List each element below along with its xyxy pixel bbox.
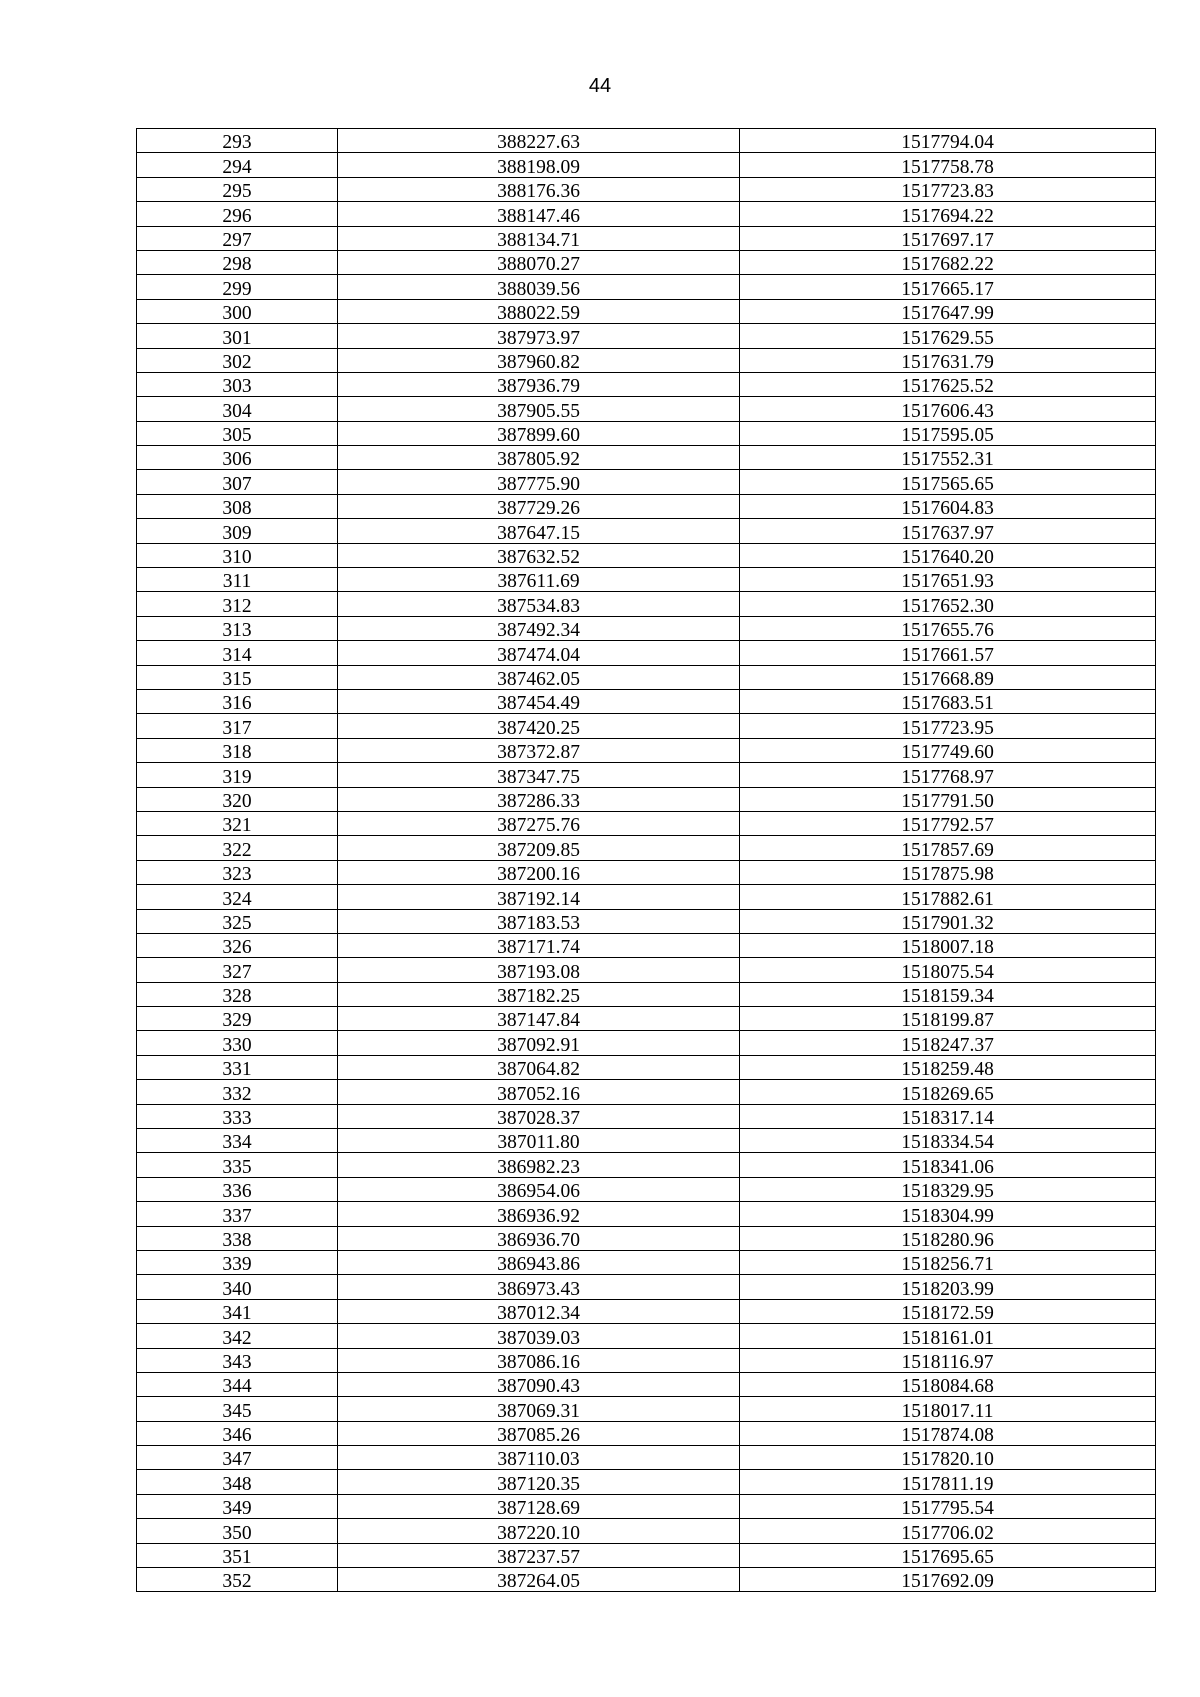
- y-coordinate-cell: 1518159.34: [740, 982, 1156, 1006]
- point-number-cell: 309: [137, 519, 338, 543]
- table-row: [137, 202, 1156, 226]
- table-row: [137, 958, 1156, 982]
- point-number-cell: 352: [137, 1568, 338, 1592]
- point-number-cell: 293: [137, 129, 338, 153]
- x-coordinate-cell: 387632.52: [338, 543, 740, 567]
- x-coordinate-cell: 387220.10: [338, 1519, 740, 1543]
- y-coordinate-cell: 1517875.98: [740, 860, 1156, 884]
- y-coordinate-cell: 1518116.97: [740, 1348, 1156, 1372]
- point-number-cell: 305: [137, 421, 338, 445]
- y-coordinate-cell: 1517651.93: [740, 568, 1156, 592]
- y-coordinate-cell: 1517683.51: [740, 689, 1156, 713]
- point-number-cell: 333: [137, 1104, 338, 1128]
- point-number-cell: 350: [137, 1519, 338, 1543]
- y-coordinate-cell: 1517629.55: [740, 324, 1156, 348]
- table-row: [137, 1275, 1156, 1299]
- point-number-cell: 332: [137, 1080, 338, 1104]
- y-coordinate-cell: 1517637.97: [740, 519, 1156, 543]
- x-coordinate-cell: 388039.56: [338, 275, 740, 299]
- point-number-cell: 300: [137, 299, 338, 323]
- x-coordinate-cell: 387064.82: [338, 1055, 740, 1079]
- y-coordinate-cell: 1518304.99: [740, 1202, 1156, 1226]
- point-number-cell: 328: [137, 982, 338, 1006]
- point-number-cell: 322: [137, 836, 338, 860]
- x-coordinate-cell: 386973.43: [338, 1275, 740, 1299]
- table-row: [137, 275, 1156, 299]
- point-number-cell: 319: [137, 763, 338, 787]
- table-row: [137, 299, 1156, 323]
- y-coordinate-cell: 1517655.76: [740, 616, 1156, 640]
- point-number-cell: 336: [137, 1177, 338, 1201]
- y-coordinate-cell: 1517792.57: [740, 811, 1156, 835]
- y-coordinate-cell: 1518256.71: [740, 1250, 1156, 1274]
- point-number-cell: 310: [137, 543, 338, 567]
- x-coordinate-cell: 388176.36: [338, 177, 740, 201]
- x-coordinate-cell: 387420.25: [338, 714, 740, 738]
- y-coordinate-cell: 1517665.17: [740, 275, 1156, 299]
- x-coordinate-cell: 387492.34: [338, 616, 740, 640]
- y-coordinate-cell: 1518203.99: [740, 1275, 1156, 1299]
- table-row: [137, 494, 1156, 518]
- y-coordinate-cell: 1517682.22: [740, 250, 1156, 274]
- table-row: [137, 177, 1156, 201]
- y-coordinate-cell: 1517565.65: [740, 470, 1156, 494]
- y-coordinate-cell: 1517706.02: [740, 1519, 1156, 1543]
- y-coordinate-cell: 1518247.37: [740, 1031, 1156, 1055]
- page-number: 44: [588, 75, 612, 97]
- point-number-cell: 326: [137, 933, 338, 957]
- x-coordinate-cell: 387011.80: [338, 1129, 740, 1153]
- y-coordinate-cell: 1517768.97: [740, 763, 1156, 787]
- y-coordinate-cell: 1517668.89: [740, 665, 1156, 689]
- table-row: [137, 1080, 1156, 1104]
- y-coordinate-cell: 1517661.57: [740, 641, 1156, 665]
- point-number-cell: 351: [137, 1543, 338, 1567]
- coordinates-table-body: [137, 129, 1156, 1592]
- x-coordinate-cell: 387069.31: [338, 1397, 740, 1421]
- table-row: [137, 592, 1156, 616]
- point-number-cell: 299: [137, 275, 338, 299]
- table-row: [137, 519, 1156, 543]
- x-coordinate-cell: 387012.34: [338, 1299, 740, 1323]
- table-row: [137, 324, 1156, 348]
- point-number-cell: 338: [137, 1226, 338, 1250]
- point-number-cell: 312: [137, 592, 338, 616]
- y-coordinate-cell: 1517625.52: [740, 372, 1156, 396]
- y-coordinate-cell: 1517552.31: [740, 446, 1156, 470]
- point-number-cell: 339: [137, 1250, 338, 1274]
- table-row: [137, 1299, 1156, 1323]
- table-row: [137, 982, 1156, 1006]
- point-number-cell: 311: [137, 568, 338, 592]
- x-coordinate-cell: 387973.97: [338, 324, 740, 348]
- y-coordinate-cell: 1518161.01: [740, 1324, 1156, 1348]
- table-row: [137, 129, 1156, 153]
- x-coordinate-cell: 387647.15: [338, 519, 740, 543]
- x-coordinate-cell: 387534.83: [338, 592, 740, 616]
- table-row: [137, 470, 1156, 494]
- point-number-cell: 317: [137, 714, 338, 738]
- table-row: [137, 1348, 1156, 1372]
- point-number-cell: 320: [137, 787, 338, 811]
- x-coordinate-cell: 388147.46: [338, 202, 740, 226]
- point-number-cell: 318: [137, 738, 338, 762]
- table-row: [137, 250, 1156, 274]
- x-coordinate-cell: 387183.53: [338, 909, 740, 933]
- point-number-cell: 327: [137, 958, 338, 982]
- y-coordinate-cell: 1517647.99: [740, 299, 1156, 323]
- x-coordinate-cell: 387110.03: [338, 1446, 740, 1470]
- table-row: [137, 1055, 1156, 1079]
- y-coordinate-cell: 1518017.11: [740, 1397, 1156, 1421]
- table-row: [137, 1129, 1156, 1153]
- table-row: [137, 787, 1156, 811]
- point-number-cell: 307: [137, 470, 338, 494]
- y-coordinate-cell: 1517795.54: [740, 1494, 1156, 1518]
- point-number-cell: 308: [137, 494, 338, 518]
- point-number-cell: 325: [137, 909, 338, 933]
- y-coordinate-cell: 1517791.50: [740, 787, 1156, 811]
- x-coordinate-cell: 387275.76: [338, 811, 740, 835]
- x-coordinate-cell: 387286.33: [338, 787, 740, 811]
- table-row: [137, 543, 1156, 567]
- y-coordinate-cell: 1517874.08: [740, 1421, 1156, 1445]
- x-coordinate-cell: 387960.82: [338, 348, 740, 372]
- y-coordinate-cell: 1517901.32: [740, 909, 1156, 933]
- x-coordinate-cell: 388198.09: [338, 153, 740, 177]
- point-number-cell: 304: [137, 397, 338, 421]
- x-coordinate-cell: 387899.60: [338, 421, 740, 445]
- y-coordinate-cell: 1517652.30: [740, 592, 1156, 616]
- x-coordinate-cell: 387192.14: [338, 885, 740, 909]
- point-number-cell: 316: [137, 689, 338, 713]
- x-coordinate-cell: 387092.91: [338, 1031, 740, 1055]
- y-coordinate-cell: 1517692.09: [740, 1568, 1156, 1592]
- x-coordinate-cell: 387090.43: [338, 1372, 740, 1396]
- y-coordinate-cell: 1517694.22: [740, 202, 1156, 226]
- x-coordinate-cell: 386936.92: [338, 1202, 740, 1226]
- x-coordinate-cell: 388134.71: [338, 226, 740, 250]
- table-row: [137, 616, 1156, 640]
- table-row: [137, 1177, 1156, 1201]
- x-coordinate-cell: 387200.16: [338, 860, 740, 884]
- table-row: [137, 1372, 1156, 1396]
- y-coordinate-cell: 1518341.06: [740, 1153, 1156, 1177]
- point-number-cell: 294: [137, 153, 338, 177]
- x-coordinate-cell: 387039.03: [338, 1324, 740, 1348]
- table-row: [137, 811, 1156, 835]
- x-coordinate-cell: 387147.84: [338, 1007, 740, 1031]
- y-coordinate-cell: 1518269.65: [740, 1080, 1156, 1104]
- point-number-cell: 334: [137, 1129, 338, 1153]
- x-coordinate-cell: 386936.70: [338, 1226, 740, 1250]
- table-row: [137, 153, 1156, 177]
- table-row: [137, 446, 1156, 470]
- table-row: [137, 1494, 1156, 1518]
- x-coordinate-cell: 387171.74: [338, 933, 740, 957]
- coordinates-table: [136, 128, 1156, 1592]
- x-coordinate-cell: 387209.85: [338, 836, 740, 860]
- x-coordinate-cell: 387805.92: [338, 446, 740, 470]
- table-row: [137, 1226, 1156, 1250]
- y-coordinate-cell: 1518172.59: [740, 1299, 1156, 1323]
- y-coordinate-cell: 1517604.83: [740, 494, 1156, 518]
- point-number-cell: 314: [137, 641, 338, 665]
- y-coordinate-cell: 1518084.68: [740, 1372, 1156, 1396]
- table-row: [137, 1324, 1156, 1348]
- table-row: [137, 885, 1156, 909]
- table-row: [137, 1153, 1156, 1177]
- table-row: [137, 860, 1156, 884]
- x-coordinate-cell: 388227.63: [338, 129, 740, 153]
- table-row: [137, 1519, 1156, 1543]
- point-number-cell: 303: [137, 372, 338, 396]
- y-coordinate-cell: 1517606.43: [740, 397, 1156, 421]
- y-coordinate-cell: 1517595.05: [740, 421, 1156, 445]
- x-coordinate-cell: 387086.16: [338, 1348, 740, 1372]
- x-coordinate-cell: 387775.90: [338, 470, 740, 494]
- x-coordinate-cell: 386943.86: [338, 1250, 740, 1274]
- table-row: [137, 763, 1156, 787]
- y-coordinate-cell: 1517811.19: [740, 1470, 1156, 1494]
- x-coordinate-cell: 386954.06: [338, 1177, 740, 1201]
- table-row: [137, 738, 1156, 762]
- y-coordinate-cell: 1517857.69: [740, 836, 1156, 860]
- table-row: [137, 641, 1156, 665]
- point-number-cell: 330: [137, 1031, 338, 1055]
- point-number-cell: 329: [137, 1007, 338, 1031]
- table-row: [137, 1446, 1156, 1470]
- table-row: [137, 397, 1156, 421]
- table-row: [137, 348, 1156, 372]
- point-number-cell: 331: [137, 1055, 338, 1079]
- point-number-cell: 346: [137, 1421, 338, 1445]
- point-number-cell: 337: [137, 1202, 338, 1226]
- point-number-cell: 341: [137, 1299, 338, 1323]
- point-number-cell: 342: [137, 1324, 338, 1348]
- y-coordinate-cell: 1517640.20: [740, 543, 1156, 567]
- point-number-cell: 344: [137, 1372, 338, 1396]
- point-number-cell: 301: [137, 324, 338, 348]
- y-coordinate-cell: 1518317.14: [740, 1104, 1156, 1128]
- y-coordinate-cell: 1517749.60: [740, 738, 1156, 762]
- table-row: [137, 1568, 1156, 1592]
- x-coordinate-cell: 387264.05: [338, 1568, 740, 1592]
- table-row: [137, 1470, 1156, 1494]
- x-coordinate-cell: 387611.69: [338, 568, 740, 592]
- x-coordinate-cell: 386982.23: [338, 1153, 740, 1177]
- x-coordinate-cell: 387028.37: [338, 1104, 740, 1128]
- y-coordinate-cell: 1517820.10: [740, 1446, 1156, 1470]
- x-coordinate-cell: 387462.05: [338, 665, 740, 689]
- y-coordinate-cell: 1518075.54: [740, 958, 1156, 982]
- table-row: [137, 1421, 1156, 1445]
- x-coordinate-cell: 387237.57: [338, 1543, 740, 1567]
- table-row: [137, 909, 1156, 933]
- point-number-cell: 321: [137, 811, 338, 835]
- point-number-cell: 296: [137, 202, 338, 226]
- x-coordinate-cell: 387372.87: [338, 738, 740, 762]
- x-coordinate-cell: 387729.26: [338, 494, 740, 518]
- y-coordinate-cell: 1517794.04: [740, 129, 1156, 153]
- point-number-cell: 306: [137, 446, 338, 470]
- y-coordinate-cell: 1517882.61: [740, 885, 1156, 909]
- y-coordinate-cell: 1518199.87: [740, 1007, 1156, 1031]
- table-row: [137, 1202, 1156, 1226]
- x-coordinate-cell: 387085.26: [338, 1421, 740, 1445]
- x-coordinate-cell: 388022.59: [338, 299, 740, 323]
- y-coordinate-cell: 1518280.96: [740, 1226, 1156, 1250]
- point-number-cell: 349: [137, 1494, 338, 1518]
- table-row: [137, 1007, 1156, 1031]
- point-number-cell: 340: [137, 1275, 338, 1299]
- y-coordinate-cell: 1517631.79: [740, 348, 1156, 372]
- x-coordinate-cell: 387120.35: [338, 1470, 740, 1494]
- table-row: [137, 665, 1156, 689]
- table-row: [137, 1397, 1156, 1421]
- table-row: [137, 714, 1156, 738]
- y-coordinate-cell: 1517695.65: [740, 1543, 1156, 1567]
- point-number-cell: 297: [137, 226, 338, 250]
- x-coordinate-cell: 387182.25: [338, 982, 740, 1006]
- point-number-cell: 335: [137, 1153, 338, 1177]
- point-number-cell: 313: [137, 616, 338, 640]
- point-number-cell: 348: [137, 1470, 338, 1494]
- x-coordinate-cell: 387905.55: [338, 397, 740, 421]
- point-number-cell: 345: [137, 1397, 338, 1421]
- table-row: [137, 226, 1156, 250]
- point-number-cell: 315: [137, 665, 338, 689]
- y-coordinate-cell: 1517758.78: [740, 153, 1156, 177]
- y-coordinate-cell: 1518329.95: [740, 1177, 1156, 1201]
- x-coordinate-cell: 388070.27: [338, 250, 740, 274]
- x-coordinate-cell: 387128.69: [338, 1494, 740, 1518]
- y-coordinate-cell: 1518007.18: [740, 933, 1156, 957]
- point-number-cell: 323: [137, 860, 338, 884]
- table-row: [137, 836, 1156, 860]
- point-number-cell: 324: [137, 885, 338, 909]
- x-coordinate-cell: 387052.16: [338, 1080, 740, 1104]
- table-row: [137, 1031, 1156, 1055]
- x-coordinate-cell: 387474.04: [338, 641, 740, 665]
- point-number-cell: 302: [137, 348, 338, 372]
- table-row: [137, 372, 1156, 396]
- table-row: [137, 1250, 1156, 1274]
- y-coordinate-cell: 1517697.17: [740, 226, 1156, 250]
- point-number-cell: 298: [137, 250, 338, 274]
- point-number-cell: 343: [137, 1348, 338, 1372]
- point-number-cell: 347: [137, 1446, 338, 1470]
- table-row: [137, 421, 1156, 445]
- table-row: [137, 1104, 1156, 1128]
- table-row: [137, 568, 1156, 592]
- table-row: [137, 933, 1156, 957]
- table-row: [137, 1543, 1156, 1567]
- point-number-cell: 295: [137, 177, 338, 201]
- y-coordinate-cell: 1517723.83: [740, 177, 1156, 201]
- y-coordinate-cell: 1518334.54: [740, 1129, 1156, 1153]
- y-coordinate-cell: 1517723.95: [740, 714, 1156, 738]
- table-row: [137, 689, 1156, 713]
- y-coordinate-cell: 1518259.48: [740, 1055, 1156, 1079]
- x-coordinate-cell: 387936.79: [338, 372, 740, 396]
- x-coordinate-cell: 387454.49: [338, 689, 740, 713]
- x-coordinate-cell: 387193.08: [338, 958, 740, 982]
- x-coordinate-cell: 387347.75: [338, 763, 740, 787]
